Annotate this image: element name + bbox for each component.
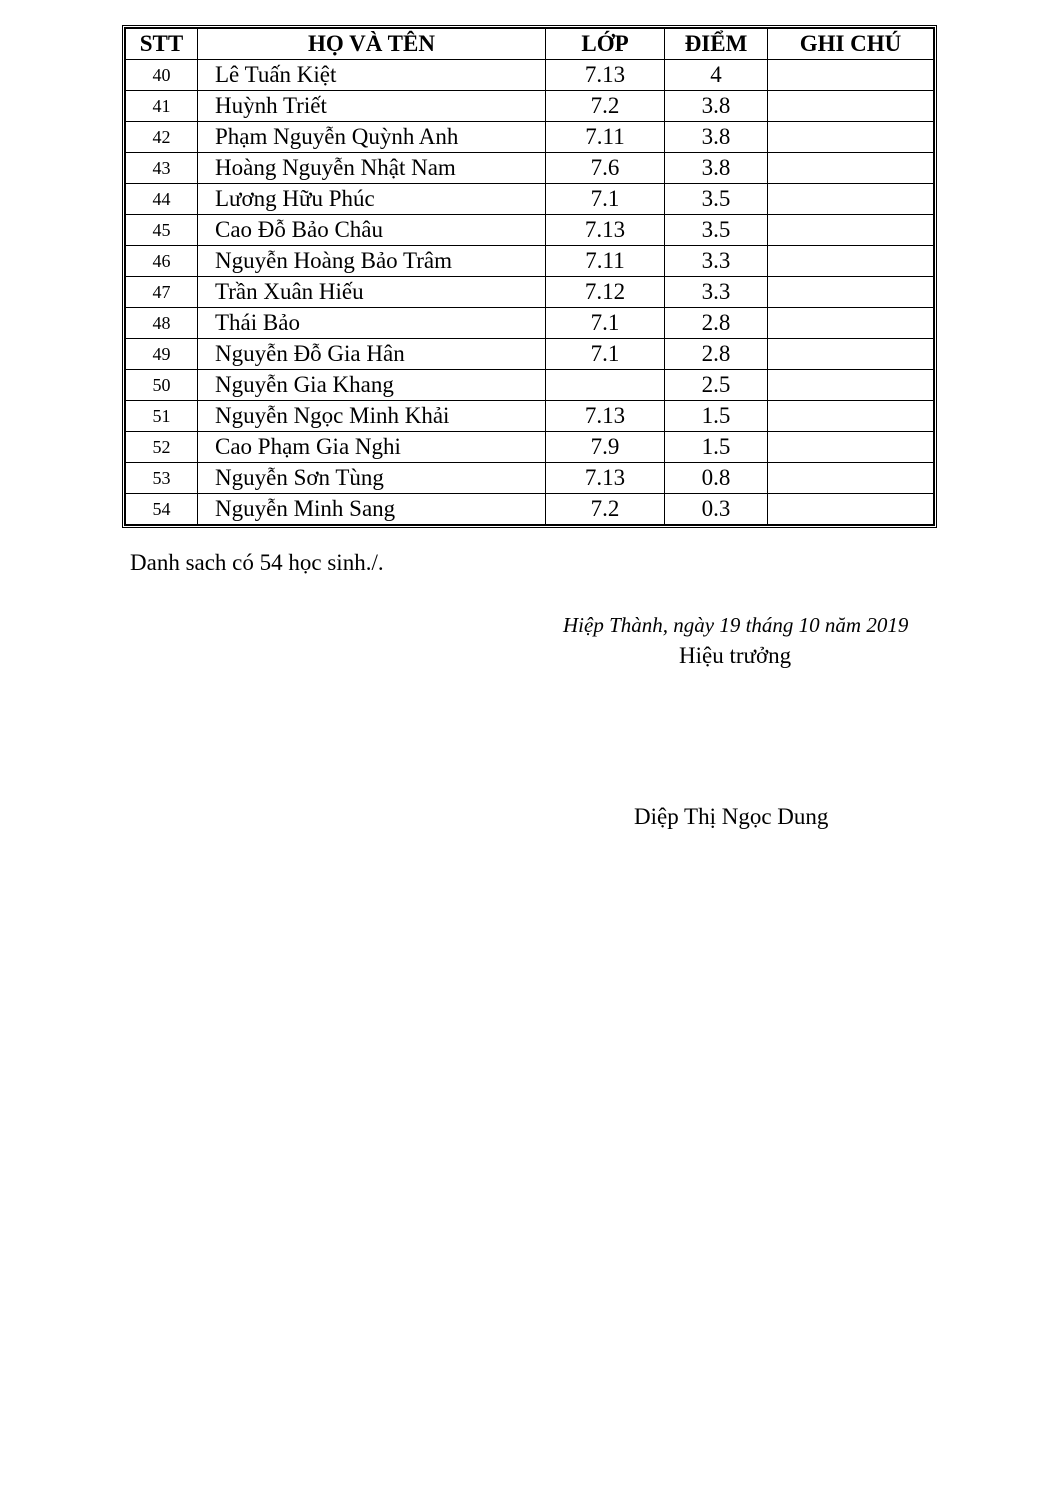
cell-note (768, 339, 934, 370)
cell-name: Lương Hữu Phúc (198, 184, 546, 215)
cell-score: 3.8 (665, 91, 768, 122)
cell-score: 1.5 (665, 401, 768, 432)
table-row (126, 246, 934, 277)
cell-score: 3.3 (665, 277, 768, 308)
cell-stt: 43 (126, 153, 198, 184)
cell-note (768, 184, 934, 215)
cell-stt: 48 (126, 308, 198, 339)
signer-name: Diệp Thị Ngọc Dung (634, 804, 829, 829)
place-date-line: Hiệp Thành, ngày 19 tháng 10 năm 2019 (563, 613, 909, 637)
cell-class: 7.12 (546, 277, 665, 308)
cell-name: Trần Xuân Hiếu (198, 277, 546, 308)
cell-class: 7.1 (546, 184, 665, 215)
header-class: LỚP (546, 29, 665, 60)
table-row (126, 463, 934, 494)
cell-name: Cao Đỗ Bảo Châu (198, 215, 546, 246)
cell-score: 3.3 (665, 246, 768, 277)
table-row (126, 122, 934, 153)
table-row (126, 370, 934, 401)
cell-stt: 45 (126, 215, 198, 246)
cell-score: 2.8 (665, 339, 768, 370)
signer-title: Hiệu trưởng (679, 643, 792, 668)
cell-name: Thái Bảo (198, 308, 546, 339)
cell-stt: 52 (126, 432, 198, 463)
cell-name: Phạm Nguyễn Quỳnh Anh (198, 122, 546, 153)
cell-name: Lê Tuấn Kiệt (198, 60, 546, 91)
cell-stt: 40 (126, 60, 198, 91)
table-row (126, 339, 934, 370)
cell-name: Nguyễn Minh Sang (198, 494, 546, 525)
cell-note (768, 122, 934, 153)
cell-stt: 42 (126, 122, 198, 153)
header-stt: STT (126, 29, 198, 60)
table-row (126, 184, 934, 215)
cell-score: 3.5 (665, 215, 768, 246)
cell-name: Nguyễn Đỗ Gia Hân (198, 339, 546, 370)
cell-name: Huỳnh Triết (198, 91, 546, 122)
cell-class: 7.13 (546, 401, 665, 432)
table-header-row (126, 29, 934, 60)
table-row (126, 432, 934, 463)
header-note: GHI CHÚ (768, 29, 934, 60)
cell-stt: 54 (126, 494, 198, 525)
cell-note (768, 246, 934, 277)
cell-stt: 47 (126, 277, 198, 308)
table-row (126, 494, 934, 525)
header-score: ĐIỂM (665, 29, 768, 60)
cell-note (768, 494, 934, 525)
cell-note (768, 215, 934, 246)
cell-class: 7.1 (546, 308, 665, 339)
cell-score: 3.8 (665, 122, 768, 153)
cell-note (768, 153, 934, 184)
table-row (126, 60, 934, 91)
table-row (126, 277, 934, 308)
cell-score: 3.8 (665, 153, 768, 184)
cell-name: Nguyễn Sơn Tùng (198, 463, 546, 494)
cell-score: 0.8 (665, 463, 768, 494)
cell-stt: 44 (126, 184, 198, 215)
cell-note (768, 370, 934, 401)
cell-name: Cao Phạm Gia Nghi (198, 432, 546, 463)
cell-score: 2.8 (665, 308, 768, 339)
cell-score: 4 (665, 60, 768, 91)
cell-score: 1.5 (665, 432, 768, 463)
student-count-summary: Danh sach có 54 học sinh./. (130, 550, 384, 575)
cell-score: 2.5 (665, 370, 768, 401)
cell-stt: 51 (126, 401, 198, 432)
cell-class: 7.13 (546, 60, 665, 91)
table-row (126, 401, 934, 432)
cell-note (768, 308, 934, 339)
cell-note (768, 277, 934, 308)
cell-score: 3.5 (665, 184, 768, 215)
cell-class: 7.2 (546, 494, 665, 525)
table-body (126, 60, 934, 525)
cell-class: 7.13 (546, 215, 665, 246)
student-score-table-frame (122, 25, 937, 528)
cell-class: 7.9 (546, 432, 665, 463)
cell-name: Hoàng Nguyễn Nhật Nam (198, 153, 546, 184)
cell-note (768, 91, 934, 122)
cell-class: 7.6 (546, 153, 665, 184)
cell-class: 7.1 (546, 339, 665, 370)
student-score-table (125, 28, 934, 525)
table-row (126, 153, 934, 184)
cell-class: 7.13 (546, 463, 665, 494)
table-row (126, 215, 934, 246)
cell-name: Nguyễn Ngọc Minh Khải (198, 401, 546, 432)
cell-note (768, 463, 934, 494)
cell-stt: 41 (126, 91, 198, 122)
cell-name: Nguyễn Gia Khang (198, 370, 546, 401)
table-row (126, 91, 934, 122)
cell-class: 7.11 (546, 246, 665, 277)
table-row (126, 308, 934, 339)
cell-class (546, 370, 665, 401)
cell-note (768, 60, 934, 91)
cell-stt: 53 (126, 463, 198, 494)
cell-stt: 46 (126, 246, 198, 277)
cell-score: 0.3 (665, 494, 768, 525)
header-name: HỌ VÀ TÊN (198, 29, 546, 60)
cell-stt: 49 (126, 339, 198, 370)
cell-note (768, 432, 934, 463)
cell-class: 7.11 (546, 122, 665, 153)
cell-note (768, 401, 934, 432)
cell-class: 7.2 (546, 91, 665, 122)
cell-stt: 50 (126, 370, 198, 401)
cell-name: Nguyễn Hoàng Bảo Trâm (198, 246, 546, 277)
